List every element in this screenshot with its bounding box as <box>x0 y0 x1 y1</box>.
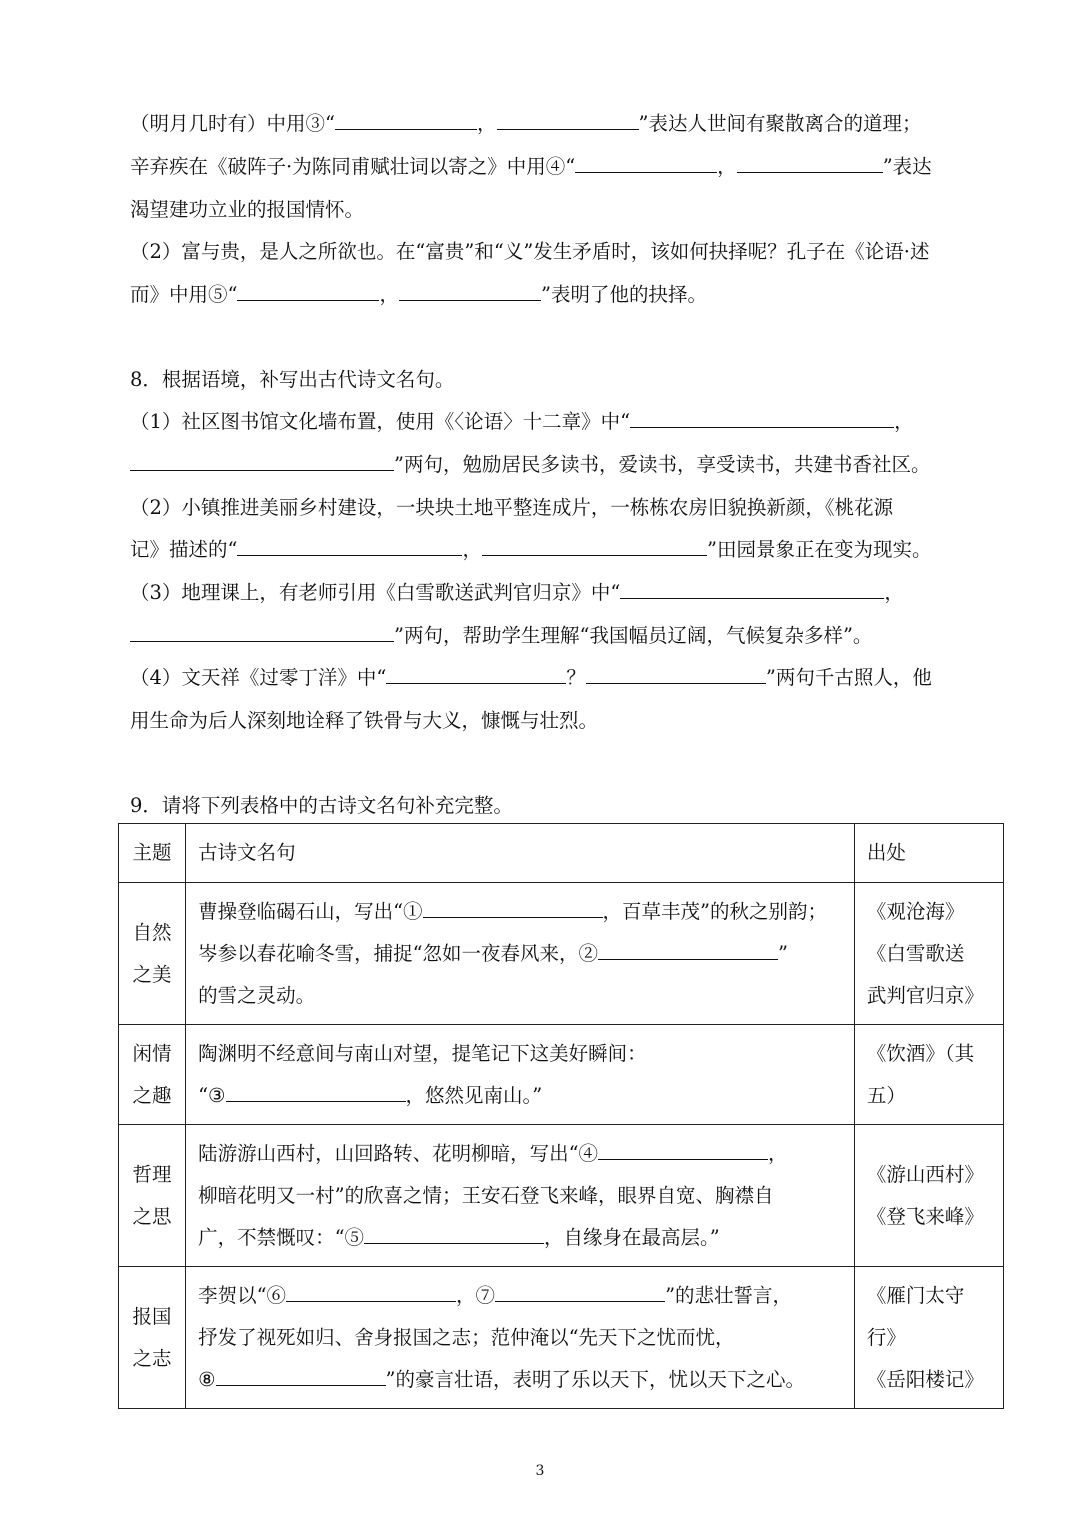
header-quote-text: 古诗文名句 <box>198 841 296 864</box>
s8-q1-line1 <box>130 408 914 436</box>
source-text: 《游山西村》 <box>866 1162 984 1186</box>
s7-line-2 <box>130 153 932 181</box>
s8-q3-line1 <box>130 579 904 607</box>
section9-title: 9．请将下列表格中的古诗文名句补充完整。 <box>130 794 513 817</box>
text: ，自缘身在最高层。” <box>544 1225 720 1249</box>
answer-blank-8-3b[interactable] <box>130 623 394 642</box>
topic-text: 哲理 <box>132 1162 172 1186</box>
source-text: 《登飞来峰》 <box>866 1204 984 1228</box>
source-cell <box>854 1025 1003 1125</box>
answer-blank-8-2a[interactable] <box>237 537 462 556</box>
topic-cell <box>119 1267 186 1409</box>
topic-cell <box>119 1125 186 1267</box>
header-quote <box>186 824 855 883</box>
text: 陆游游山西村，山回路转、花明柳暗，写出“④ <box>198 1141 599 1165</box>
table-row <box>119 1025 1004 1125</box>
answer-blank-9-4[interactable] <box>598 1137 768 1160</box>
answer-blank-8-2b[interactable] <box>482 537 707 556</box>
s7-line-4: （2）富与贵，是人之所欲也。在“富贵”和“义”发生矛盾时，该如何抉择呢？孔子在《论语·述 <box>130 240 930 263</box>
source-text: 《观沧海》 <box>866 899 965 923</box>
quote-cell <box>186 1125 855 1267</box>
table-row <box>119 883 1004 1025</box>
answer-blank-9-6[interactable] <box>286 1279 456 1302</box>
answer-blank-5b[interactable] <box>399 282 541 301</box>
quote-line: 柳暗花明又一村”的欣喜之情；王安石登飞来峰，眼界自宽、胸襟自 <box>198 1183 774 1207</box>
quote-line <box>186 933 854 975</box>
text: ”的悲壮誓言， <box>665 1283 793 1307</box>
header-topic <box>119 824 186 883</box>
s7-line-3: 渴望建功立业的报国情怀。 <box>130 198 365 221</box>
quote-line <box>186 891 854 933</box>
answer-blank-9-5[interactable] <box>364 1221 544 1244</box>
s8-q4-line1 <box>130 664 932 692</box>
text: ⑧ <box>198 1367 216 1391</box>
text: ， <box>894 410 914 433</box>
text: ”表达 <box>882 155 932 178</box>
text: ” <box>778 941 789 965</box>
answer-blank-8-1a[interactable] <box>630 409 894 428</box>
source-cell <box>854 883 1003 1025</box>
s8-q1-line2 <box>130 451 930 479</box>
quote-cell <box>186 883 855 1025</box>
answer-blank-9-8[interactable] <box>216 1363 386 1386</box>
answer-blank-8-4b[interactable] <box>586 665 766 684</box>
topic-text: 之趣 <box>132 1083 172 1107</box>
source-text: 武判官归京》 <box>866 983 984 1007</box>
topic-text: 之志 <box>132 1346 172 1370</box>
s8-q2-line1: （2）小镇推进美丽乡村建设，一块块土地平整连成片，一栋栋农房旧貌换新颜，《桃花源 <box>130 496 894 519</box>
quote-line <box>186 1217 854 1259</box>
text: （3）地理课上，有老师引用《白雪歌送武判官归京》中“ <box>130 581 621 604</box>
text: ， <box>476 112 497 135</box>
answer-blank-9-2[interactable] <box>598 937 778 960</box>
text: ”的豪言壮语，表明了乐以天下，忧以天下之心。 <box>385 1367 806 1391</box>
topic-cell <box>119 1025 186 1125</box>
text: ， <box>379 283 399 306</box>
answer-blank-9-7[interactable] <box>495 1279 665 1302</box>
source-cell <box>854 1267 1003 1409</box>
text: 辛弃疾在《破阵子·为陈同甫赋壮词以寄之》中用④“ <box>130 155 576 178</box>
quote-cell <box>186 1267 855 1409</box>
text: ，⑦ <box>456 1283 496 1307</box>
text: （1）社区图书馆文化墙布置，使用《〈论语〉十二章》中“ <box>130 410 631 433</box>
quote-line: 抒发了视死如归、舍身报国之志；范仲淹以“先天下之忧而忧， <box>198 1325 735 1349</box>
source-text: 《饮酒》（其 <box>866 1041 975 1065</box>
table-row <box>119 1267 1004 1409</box>
topic-cell <box>119 883 186 1025</box>
topic-text: 自然 <box>132 920 172 944</box>
quote-line <box>186 1075 854 1117</box>
answer-blank-8-3a[interactable] <box>620 580 884 599</box>
text: 而》中用⑤“ <box>130 283 238 306</box>
answer-blank-9-1[interactable] <box>423 895 603 918</box>
text: 岑参以春花喻冬雪，捕捉“忽如一夜春风来，② <box>198 941 599 965</box>
s8-q4-line2: 用生命为后人深刻地诠释了铁骨与大义，慷慨与壮烈。 <box>130 709 599 732</box>
answer-blank-3b[interactable] <box>497 111 639 130</box>
text: ， <box>717 155 737 178</box>
page-number: 3 <box>535 1463 545 1479</box>
answer-blank-5a[interactable] <box>237 282 379 301</box>
text: ， <box>884 581 904 604</box>
header-source-text: 出处 <box>866 841 906 864</box>
s7-line-5 <box>130 281 707 309</box>
table-row <box>119 1125 1004 1267</box>
quote-line <box>186 1275 854 1317</box>
text: 李贺以“⑥ <box>198 1283 287 1307</box>
text: ”田园景象正在变为现实。 <box>707 538 932 561</box>
answer-blank-8-1b[interactable] <box>130 452 394 471</box>
quote-line: 陶渊明不经意间与南山对望，提笔记下这美好瞬间： <box>198 1041 647 1065</box>
text: ，百草丰茂”的秋之别韵； <box>602 899 828 923</box>
source-text: 《雁门太守 <box>866 1283 965 1307</box>
answer-blank-4b[interactable] <box>737 154 883 173</box>
quote-line: 的雪之灵动。 <box>198 983 316 1007</box>
source-text: 《白雪歌送 <box>866 941 965 965</box>
text: （4）文天祥《过零丁洋》中“ <box>130 666 387 689</box>
source-text: 行》 <box>866 1325 906 1349</box>
text: ， <box>462 538 482 561</box>
table-header-row <box>119 824 1004 883</box>
answer-blank-9-3[interactable] <box>226 1079 406 1102</box>
text: ？ <box>566 666 586 689</box>
section8-title: 8．根据语境，补写出古代诗文名句。 <box>130 368 455 391</box>
quote-cell <box>186 1025 855 1125</box>
text: ， <box>768 1141 788 1165</box>
source-text: 《岳阳楼记》 <box>866 1367 984 1391</box>
topic-text: 闲情 <box>132 1041 172 1065</box>
s8-q3-line2 <box>130 622 872 650</box>
poem-table <box>118 823 1004 1409</box>
answer-blank-8-4a[interactable] <box>386 665 566 684</box>
s8-q2-line2 <box>130 536 931 564</box>
source-cell <box>854 1125 1003 1267</box>
quote-line <box>186 1359 854 1401</box>
text: “③ <box>198 1083 226 1107</box>
answer-blank-3a[interactable] <box>335 111 477 130</box>
text: ”两句，勉励居民多读书，爱读书，享受读书，共建书香社区。 <box>394 453 931 476</box>
text: （明月几时有）中用③“ <box>130 112 335 135</box>
text: 广，不禁慨叹：“⑤ <box>198 1225 365 1249</box>
text: 曹操登临碣石山，写出“① <box>198 899 423 923</box>
text: ，悠然见南山。” <box>405 1083 543 1107</box>
text: ”表达人世间有聚散离合的道理； <box>638 112 922 135</box>
s7-line-1 <box>130 110 921 138</box>
header-source <box>854 824 1003 883</box>
topic-text: 报国 <box>132 1304 172 1328</box>
topic-text: 之美 <box>132 962 172 986</box>
quote-line <box>186 1133 854 1175</box>
text: ”表明了他的抉择。 <box>541 283 707 306</box>
text: ”两句千古照人，他 <box>765 666 932 689</box>
text: ”两句，帮助学生理解“我国幅员辽阔，气候复杂多样”。 <box>394 624 873 647</box>
answer-blank-4a[interactable] <box>575 154 717 173</box>
header-topic-text: 主题 <box>132 841 172 864</box>
text: 记》描述的“ <box>130 538 238 561</box>
source-text: 五） <box>866 1083 906 1107</box>
topic-text: 之思 <box>132 1204 172 1228</box>
